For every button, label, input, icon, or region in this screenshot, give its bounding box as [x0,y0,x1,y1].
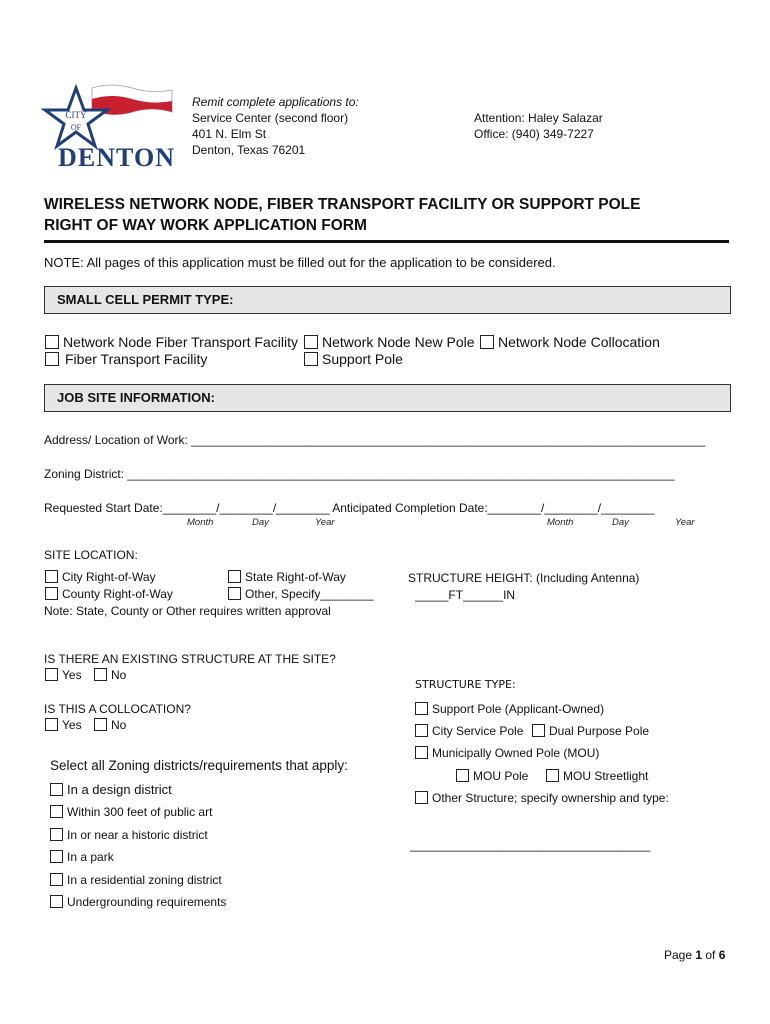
checkbox[interactable] [50,783,63,796]
start-day-label: Day [252,517,269,528]
title-divider [44,240,729,243]
zoning-park[interactable]: In a park [50,850,114,865]
structure-dual-purpose-pole[interactable]: Dual Purpose Pole [532,724,649,739]
logo-of-text: OF [70,123,82,132]
zoning-district-field[interactable]: Zoning District: __________________________________________________________________________________ [44,467,675,481]
end-day-label: Day [612,517,629,528]
checkbox[interactable] [94,718,107,731]
start-year-label: Year [315,517,335,528]
checkbox[interactable] [415,791,428,804]
logo-denton-text: DENTON [58,143,174,172]
site-state-row[interactable]: State Right-of-Way [228,570,346,585]
form-note: NOTE: All pages of this application must be filled out for the application to be considered. [44,255,556,270]
permit-option-support-pole[interactable]: Support Pole [304,351,403,368]
checkbox[interactable] [50,805,63,818]
zoning-public-art[interactable]: Within 300 feet of public art [50,805,212,820]
structure-height-field[interactable]: _____FT______IN [415,588,516,602]
site-location-heading: SITE LOCATION: [44,548,138,562]
structure-mou-streetlight[interactable]: MOU Streetlight [546,769,648,784]
structure-other-field[interactable]: ____________________________________ [410,838,651,852]
existing-yes-row[interactable]: Yes [45,668,82,683]
job-site-heading: JOB SITE INFORMATION: [57,390,215,405]
structure-other[interactable]: Other Structure; specify ownership and type: [415,791,669,806]
zoning-residential[interactable]: In a residential zoning district [50,873,222,888]
structure-mou[interactable]: Municipally Owned Pole (MOU) [415,746,599,761]
permit-option-nn-new-pole[interactable]: Network Node New Pole [304,334,475,351]
collocation-question: IS THIS A COLLOCATION? [44,702,191,716]
remit-line-3: Denton, Texas 76201 [192,143,306,157]
checkbox[interactable] [228,570,241,583]
dates-field[interactable]: Requested Start Date:________/________/________ Anticipated Completion Date:________/________/________ [44,501,655,515]
form-title-line-1: WIRELESS NETWORK NODE, FIBER TRANSPORT FACILITY OR SUPPORT POLE [44,196,641,213]
checkbox[interactable] [415,724,428,737]
zoning-undergrounding[interactable]: Undergrounding requirements [50,895,226,910]
page-number: Page 1 of 6 [664,948,726,962]
permit-option-nn-fiber[interactable]: Network Node Fiber Transport Facility [45,334,298,351]
site-note: Note: State, County or Other requires written approval [44,604,331,618]
permit-type-heading: SMALL CELL PERMIT TYPE: [57,292,234,307]
collocation-no-row[interactable]: No [94,718,126,733]
checkbox[interactable] [45,335,59,349]
zoning-design-district[interactable]: In a design district [50,782,172,797]
attention: Attention: Haley Salazar [474,111,603,125]
office-phone: Office: (940) 349-7227 [474,127,594,141]
structure-support-pole[interactable]: Support Pole (Applicant-Owned) [415,702,604,717]
checkbox[interactable] [415,702,428,715]
checkbox[interactable] [50,850,63,863]
checkbox[interactable] [456,769,469,782]
permit-option-nn-collocation[interactable]: Network Node Collocation [480,334,660,351]
checkbox[interactable] [50,873,63,886]
checkbox[interactable] [304,335,318,349]
permit-type-header [44,286,731,314]
remit-title: Remit complete applications to: [192,95,359,109]
address-field[interactable]: Address/ Location of Work: _____________________________________________________________________________ [44,433,706,447]
site-other-row[interactable]: Other, Specify________ [228,587,374,602]
structure-type-heading: STRUCTURE TYPE: [415,678,516,691]
logo-city-text: CITY [65,110,87,120]
checkbox[interactable] [304,352,318,366]
site-city-row[interactable]: City Right-of-Way [45,570,156,585]
checkbox[interactable] [45,570,58,583]
existing-no-row[interactable]: No [94,668,126,683]
checkbox[interactable] [94,668,107,681]
structure-city-service-pole[interactable]: City Service Pole [415,724,523,739]
texas-flag-star-icon [40,82,180,172]
end-year-label: Year [675,517,695,528]
checkbox[interactable] [50,895,63,908]
structure-mou-pole[interactable]: MOU Pole [456,769,528,784]
checkbox[interactable] [546,769,559,782]
form-title-line-2: RIGHT OF WAY WORK APPLICATION FORM [44,217,367,234]
end-month-label: Month [547,517,574,528]
checkbox[interactable] [45,352,59,366]
zoning-requirements-heading: Select all Zoning districts/requirements that apply: [50,758,348,773]
collocation-yes-row[interactable]: Yes [45,718,82,733]
start-month-label: Month [187,517,214,528]
remit-line-1: Service Center (second floor) [192,111,349,125]
checkbox[interactable] [415,746,428,759]
job-site-header [44,384,731,412]
remit-line-2: 401 N. Elm St [192,127,267,141]
site-county-row[interactable]: County Right-of-Way [45,587,173,602]
existing-structure-question: IS THERE AN EXISTING STRUCTURE AT THE SITE? [44,652,336,666]
zoning-historic-district[interactable]: In or near a historic district [50,828,208,843]
structure-height-label: STRUCTURE HEIGHT: (Including Antenna) [408,571,640,585]
checkbox[interactable] [50,828,63,841]
city-logo [40,82,180,172]
permit-option-fiber-transport[interactable]: Fiber Transport Facility [45,351,207,368]
checkbox[interactable] [45,668,58,681]
checkbox[interactable] [532,724,545,737]
checkbox[interactable] [480,335,494,349]
checkbox[interactable] [45,718,58,731]
checkbox[interactable] [45,587,58,600]
checkbox[interactable] [228,587,241,600]
